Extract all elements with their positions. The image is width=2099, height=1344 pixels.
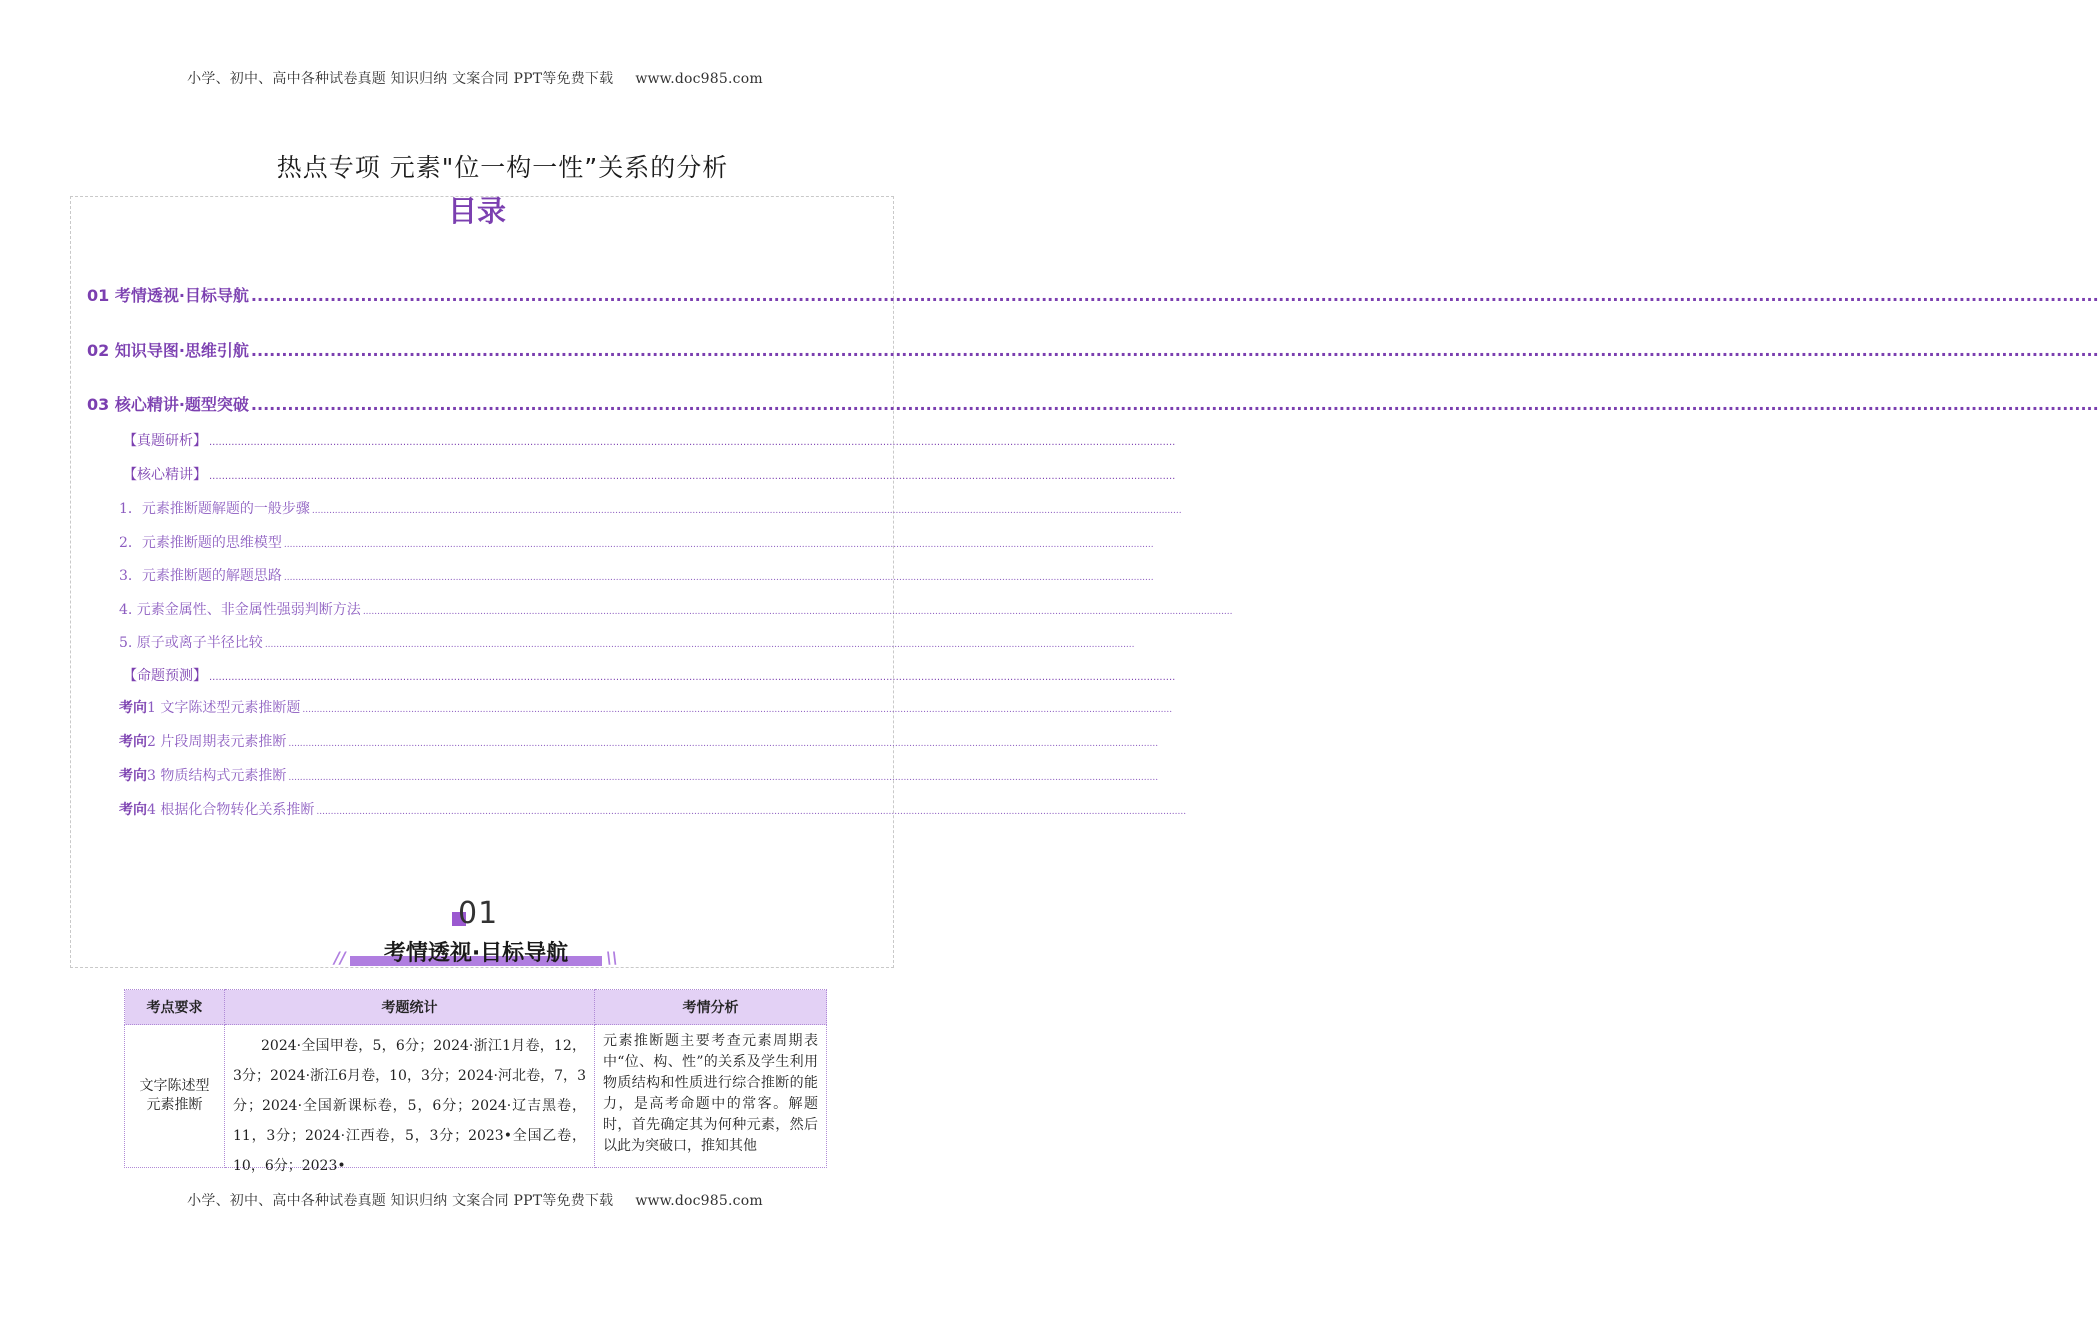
document-title: 热点专项 元素"位一构一性”关系的分析 xyxy=(276,153,729,182)
header-text: 小学、初中、高中各种试卷真题 知识归纳 文案合同 PPT等免费下载 xyxy=(187,71,614,87)
toc-item-label: 5. 原子或离子半径比较 xyxy=(119,635,263,651)
toc-item-label: 1．元素推断题解题的一般步骤 xyxy=(119,501,310,517)
kaoxiang-prefix: 考向 xyxy=(119,734,147,750)
table-row xyxy=(125,1025,827,1168)
kaoxiang-prefix: 考向 xyxy=(119,768,147,784)
toc-leader-dots: ................................................................................................................................................................................................................................................................................................................ xyxy=(288,739,1159,749)
toc-bracket-item[interactable] xyxy=(123,464,1176,484)
statistics-cell xyxy=(225,1025,595,1174)
section-title: 考情透视·目标导航 xyxy=(383,941,569,966)
toc-sub-item[interactable] xyxy=(119,498,1182,518)
toc-sub-item[interactable] xyxy=(119,632,1135,652)
toc-leader-dots: ................................................................................................................................................................................................................................................................................................................ xyxy=(311,506,1182,516)
kaoxiang-prefix: 考向 xyxy=(119,700,147,716)
toc-item-label: 【核心精讲】 xyxy=(123,467,207,483)
toc-leader-dots: ................................................................................................................................................................................................................................................................................................................ xyxy=(250,341,2099,360)
toc-sub-item[interactable] xyxy=(119,599,1233,619)
toc-leader-dots: ................................................................................................................................................................................................................................................................................................................ xyxy=(302,705,1173,715)
toc-kaoxiang-item[interactable] xyxy=(119,731,1159,751)
toc-item-label: 2．元素推断题的思维模型 xyxy=(119,535,282,551)
toc-leader-dots: ................................................................................................................................................................................................................................................................................................................ xyxy=(250,286,2099,305)
toc-item-label: 3．元素推断题的解题思路 xyxy=(119,568,282,584)
toc-item-label: 2 片段周期表元素推断 xyxy=(147,734,287,750)
kaoxiang-prefix: 考向 xyxy=(119,802,147,818)
toc-leader-dots: ................................................................................................................................................................................................................................................................................................................ xyxy=(316,807,1187,817)
analysis-text: 元素推断题主要考查元素周期表中“位、构、性”的关系及学生利用物质结构和性质进行综合推断的能力，是高考命题中的常客。解题时，首先确定其为何种元素，然后以此为突破口，推知其他 xyxy=(603,1033,818,1154)
toc-sub-item[interactable] xyxy=(119,532,1154,552)
footer-text: 小学、初中、高中各种试卷真题 知识归纳 文案合同 PPT等免费下载 xyxy=(187,1193,614,1209)
toc-leader-dots: ................................................................................................................................................................................................................................................................................................................ xyxy=(288,773,1159,783)
table-header-cell: 考题统计 xyxy=(225,990,595,1025)
toc-main-item[interactable] xyxy=(87,283,2099,306)
toc-kaoxiang-item[interactable] xyxy=(119,697,1173,717)
toc-item-label: 3 物质结构式元素推断 xyxy=(147,768,287,784)
toc-leader-dots: ................................................................................................................................................................................................................................................................................................................ xyxy=(283,573,1154,583)
analysis-cell xyxy=(595,1025,827,1168)
toc-sub-item[interactable] xyxy=(119,565,1154,585)
toc-item-label: 01 考情透视·目标导航 xyxy=(87,286,249,305)
toc-leader-dots: ................................................................................................................................................................................................................................................................................................................ xyxy=(283,540,1154,550)
header-url[interactable]: www.doc985.com xyxy=(635,71,763,87)
toc-item-label: 02 知识导图·思维引航 xyxy=(87,341,249,360)
toc-leader-dots: ................................................................................................................................................................................................................................................................................................................ xyxy=(209,672,1176,683)
toc-leader-dots: ................................................................................................................................................................................................................................................................................................................ xyxy=(362,607,1233,617)
requirement-text: 文字陈述型元素推断 xyxy=(139,1078,210,1113)
slash-left-decoration: // xyxy=(334,948,346,967)
toc-leader-dots: ................................................................................................................................................................................................................................................................................................................ xyxy=(264,640,1135,650)
toc-item-label: 4. 元素金属性、非金属性强弱判断方法 xyxy=(119,602,361,618)
toc-item-label: 03 核心精讲·题型突破 xyxy=(87,395,249,414)
page-footer xyxy=(0,1190,950,1210)
toc-leader-dots: ................................................................................................................................................................................................................................................................................................................ xyxy=(209,471,1176,482)
toc-main-item[interactable] xyxy=(87,392,2099,415)
toc-leader-dots: ................................................................................................................................................................................................................................................................................................................ xyxy=(250,395,2099,414)
toc-item-label: 4 根据化合物转化关系推断 xyxy=(147,802,315,818)
toc-main-item[interactable] xyxy=(87,338,2099,361)
footer-url[interactable]: www.doc985.com xyxy=(635,1193,763,1209)
section-number: 01 xyxy=(458,896,499,931)
toc-kaoxiang-item[interactable] xyxy=(119,765,1159,785)
toc-bracket-item[interactable] xyxy=(123,430,1176,450)
toc-heading: 目录 xyxy=(447,194,506,228)
toc-leader-dots: ................................................................................................................................................................................................................................................................................................................ xyxy=(209,437,1176,448)
section-banner xyxy=(330,896,620,970)
table-of-contents xyxy=(70,194,2099,968)
toc-item-label: 【真题研析】 xyxy=(123,433,207,449)
statistics-text: 2024·全国甲卷，5，6分；2024·浙江1月卷，12，3分；2024·浙江6月卷，10，3分；2024·河北卷，7，3分；2024·全国新课标卷，5，6分；2024·辽吉黑卷，11，3分；2024·江西卷，5，3分；2023•全国乙卷，10，6分；2023• xyxy=(233,1038,586,1174)
toc-item-label: 1 文字陈述型元素推断题 xyxy=(147,700,301,716)
toc-bracket-item[interactable] xyxy=(123,665,1176,685)
table-header-cell: 考点要求 xyxy=(125,990,225,1025)
requirement-cell xyxy=(125,1025,225,1168)
table-header-row xyxy=(125,990,827,1025)
page-header xyxy=(0,68,950,88)
toc-kaoxiang-item[interactable] xyxy=(119,799,1187,819)
toc-item-label: 【命题预测】 xyxy=(123,668,207,684)
slash-right-decoration: \\ xyxy=(606,948,618,967)
table-header-cell: 考情分析 xyxy=(595,990,827,1025)
exam-analysis-table xyxy=(124,989,827,1174)
